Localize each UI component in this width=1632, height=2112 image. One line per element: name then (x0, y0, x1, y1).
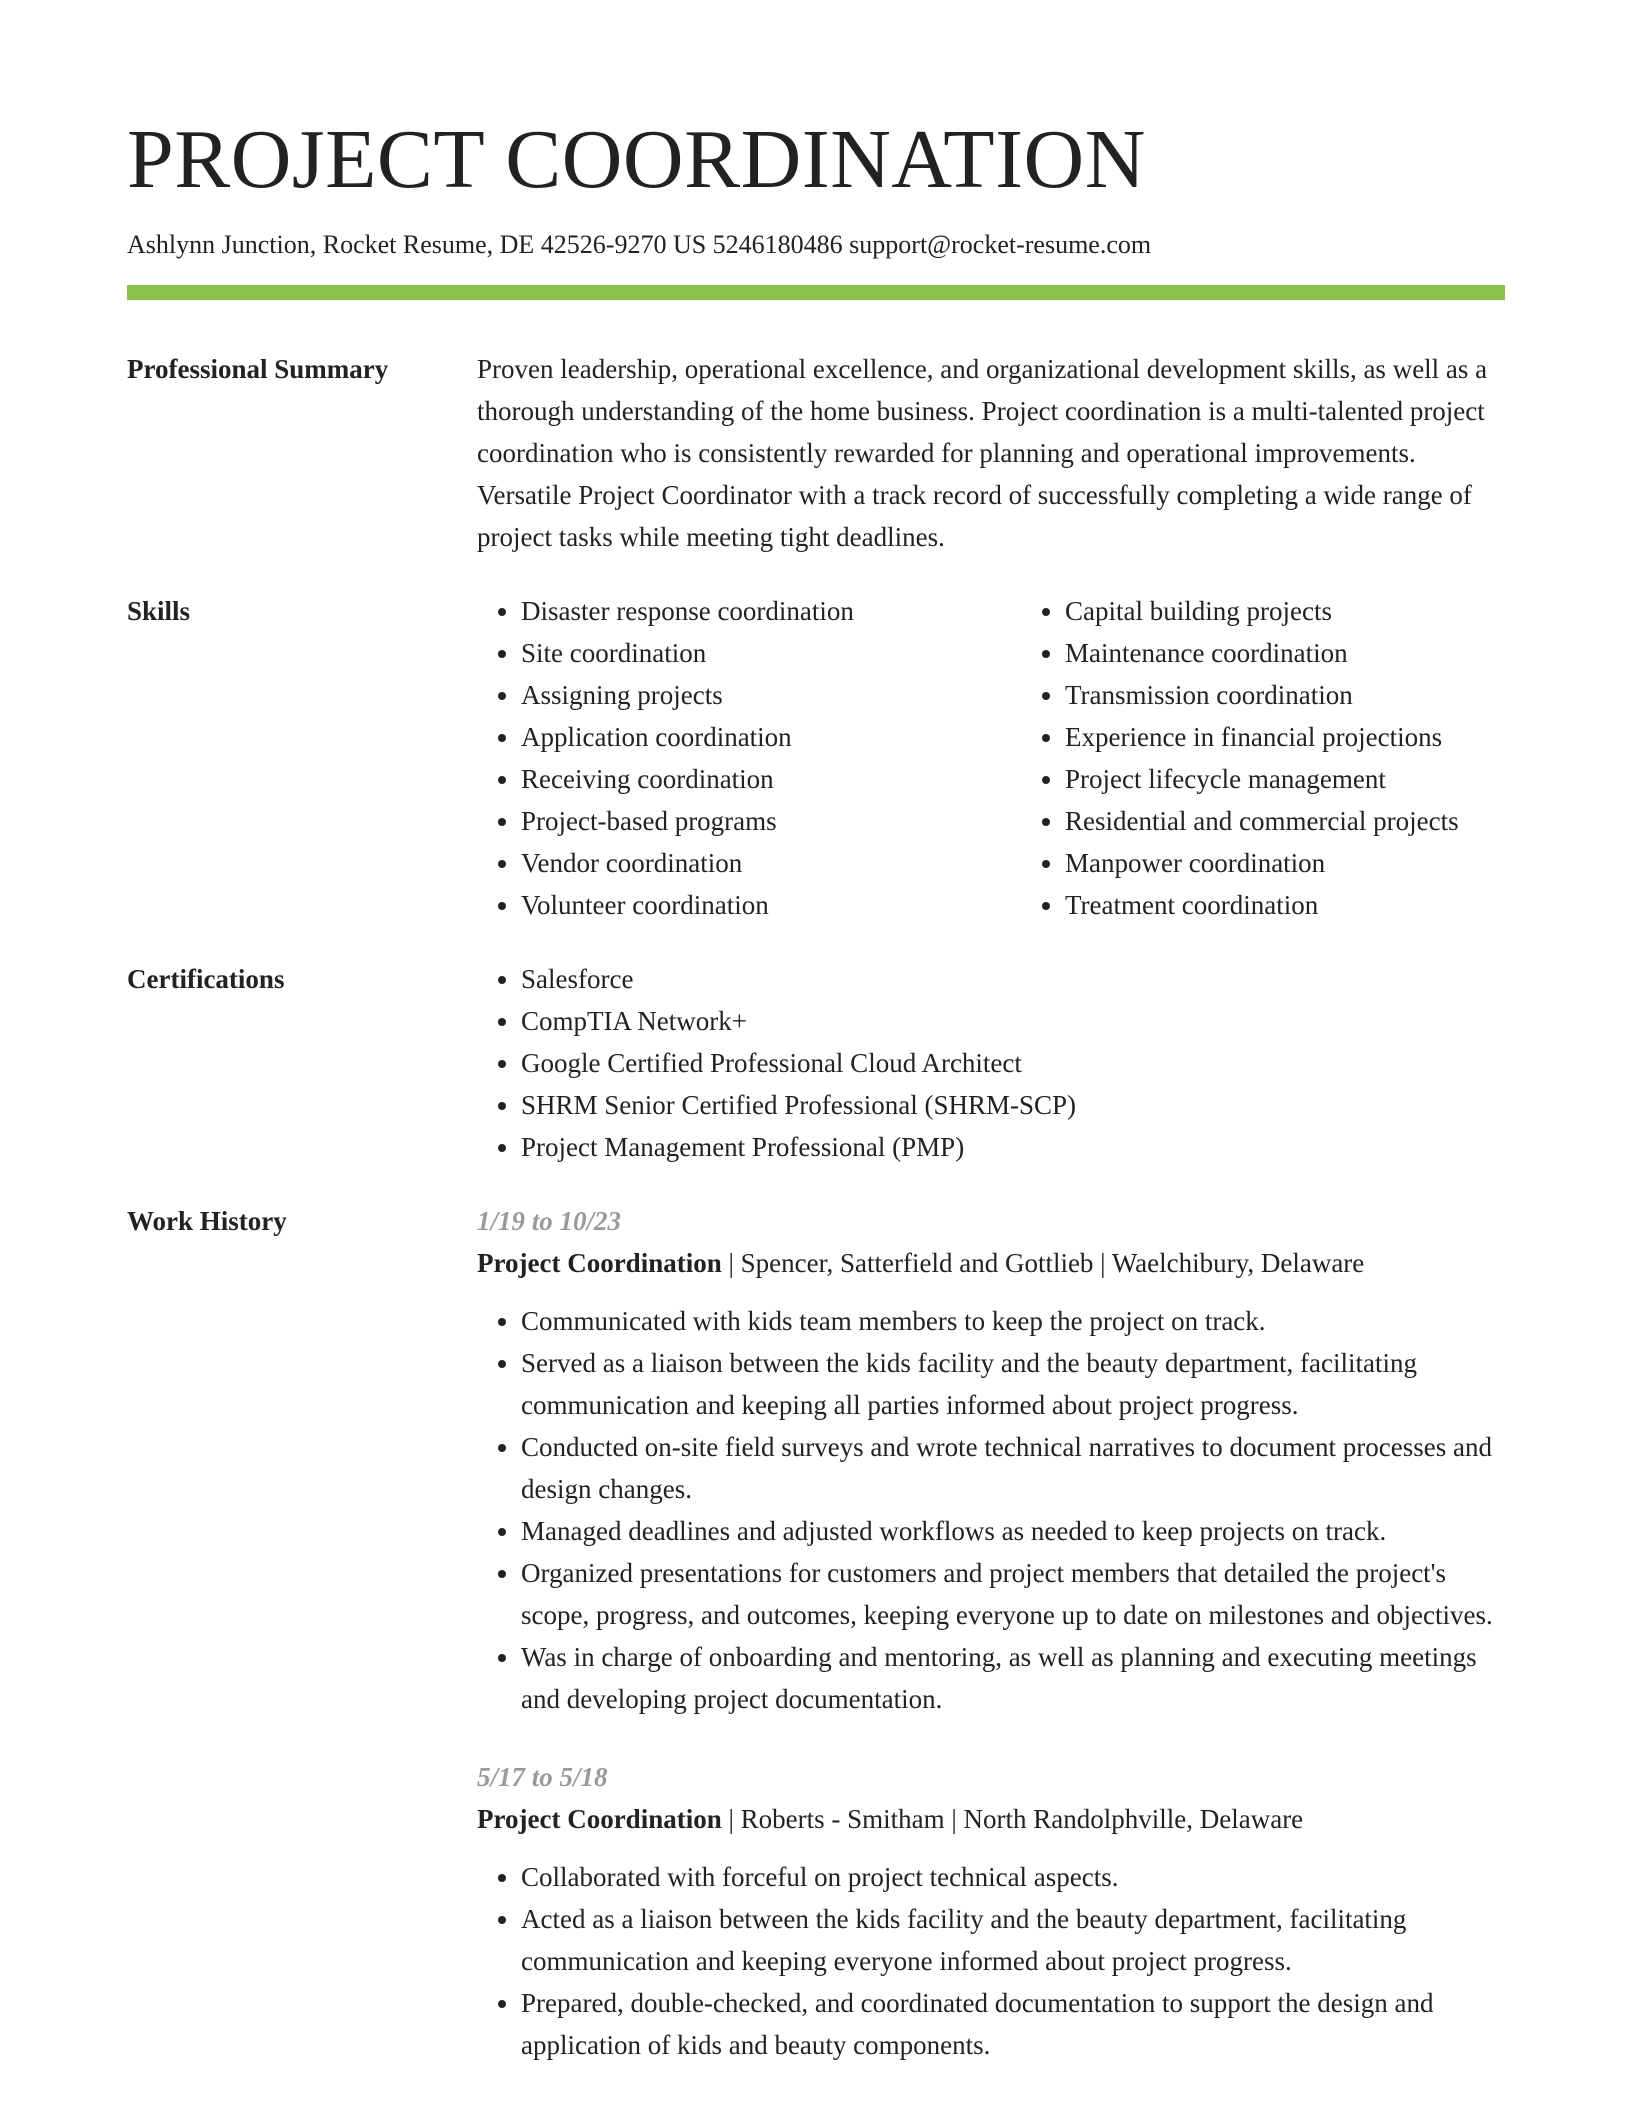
section-label-certifications: Certifications (127, 964, 285, 994)
job-bullet: • Organized presentations for customers and project members that detailed the project's scope, progress, and outcomes, keeping everyone up to date on milestones and objectives. (521, 1552, 1505, 1636)
summary-body (477, 348, 1505, 558)
certification-item: • Google Certified Professional Cloud Architect (521, 1042, 1505, 1084)
certification-item: • Salesforce (521, 958, 1505, 1000)
skill-item: • Vendor coordination (521, 842, 1021, 884)
skill-item: • Manpower coordination (1065, 842, 1459, 884)
skills-columns (477, 590, 1505, 926)
accent-divider (127, 285, 1505, 300)
skill-item: • Application coordination (521, 716, 1021, 758)
skills-list-right (1021, 590, 1459, 926)
job-heading (477, 1242, 1505, 1284)
job-details: | Roberts - Smitham | North Randolphville, Delaware (721, 1804, 1304, 1834)
skill-item: • Treatment coordination (1065, 884, 1459, 926)
section-label-work-history: Work History (127, 1206, 287, 1236)
contact-line: Ashlynn Junction, Rocket Resume, DE 42526-9270 US 5246180486 support@rocket-resume.com (127, 230, 1152, 259)
certifications-list (477, 958, 1505, 1168)
certification-item: • Project Management Professional (PMP) (521, 1126, 1505, 1168)
certification-item: • SHRM Senior Certified Professional (SHRM-SCP) (521, 1084, 1505, 1126)
job-entry (477, 1756, 1505, 2066)
job-dates: 1/19 to 10/23 (477, 1206, 622, 1236)
certifications-section (127, 958, 1505, 1168)
skill-item: • Capital building projects (1065, 590, 1459, 632)
section-label-skills: Skills (127, 596, 191, 626)
job-heading (477, 1798, 1505, 1840)
skill-item: • Site coordination (521, 632, 1021, 674)
skill-item: • Assigning projects (521, 674, 1021, 716)
summary-section (127, 348, 1505, 558)
job-dates: 5/17 to 5/18 (477, 1762, 608, 1792)
skills-section (127, 590, 1505, 926)
job-title: Project Coordination (477, 1804, 722, 1834)
resume-name: PROJECT COORDINATION (127, 113, 1146, 206)
skill-item: • Experience in financial projections (1065, 716, 1459, 758)
job-bullet: • Managed deadlines and adjusted workflows as needed to keep projects on track. (521, 1510, 1505, 1552)
job-bullet: • Was in charge of onboarding and mentoring, as well as planning and executing meetings and developing project documentation. (521, 1636, 1505, 1720)
skill-item: • Volunteer coordination (521, 884, 1021, 926)
job-bullet: • Prepared, double-checked, and coordinated documentation to support the design and application of kids and beauty components. (521, 1982, 1505, 2066)
job-bullets (477, 1856, 1505, 2066)
job-entry (477, 1200, 1505, 1720)
job-title: Project Coordination (477, 1248, 722, 1278)
job-bullet: • Acted as a liaison between the kids facility and the beauty department, facilitating communication and keeping everyone informed about project progress. (521, 1898, 1505, 1982)
job-details: | Spencer, Satterfield and Gottlieb | Waelchibury, Delaware (721, 1248, 1365, 1278)
skill-item: • Receiving coordination (521, 758, 1021, 800)
section-label-summary: Professional Summary (127, 354, 389, 384)
skills-list-left (477, 590, 1021, 926)
summary-text: Proven leadership, operational excellence, and organizational development skills, as well as a thorough understanding of the home business. Project coordination is a multi-talented project coordination who is consistently rewarded for planning and operational improvements. Versatile Project Coordinator with a track record of successfully completing a wide range of project tasks while meeting tight deadlines. (477, 354, 1488, 552)
certifications-body (477, 958, 1505, 1168)
skill-item: • Project-based programs (521, 800, 1021, 842)
skill-item: • Residential and commercial projects (1065, 800, 1459, 842)
job-bullet: • Collaborated with forceful on project technical aspects. (521, 1856, 1505, 1898)
work-history-section (127, 1200, 1505, 2066)
job-bullet: • Served as a liaison between the kids facility and the beauty department, facilitating communication and keeping all parties informed about project progress. (521, 1342, 1505, 1426)
skill-item: • Project lifecycle management (1065, 758, 1459, 800)
work-history-body (477, 1200, 1505, 2066)
certification-item: • CompTIA Network+ (521, 1000, 1505, 1042)
skill-item: • Disaster response coordination (521, 590, 1021, 632)
skill-item: • Transmission coordination (1065, 674, 1459, 716)
skill-item: • Maintenance coordination (1065, 632, 1459, 674)
job-bullet: • Conducted on-site field surveys and wrote technical narratives to document processes and design changes. (521, 1426, 1505, 1510)
job-bullets (477, 1300, 1505, 1720)
job-bullet: • Communicated with kids team members to keep the project on track. (521, 1300, 1505, 1342)
